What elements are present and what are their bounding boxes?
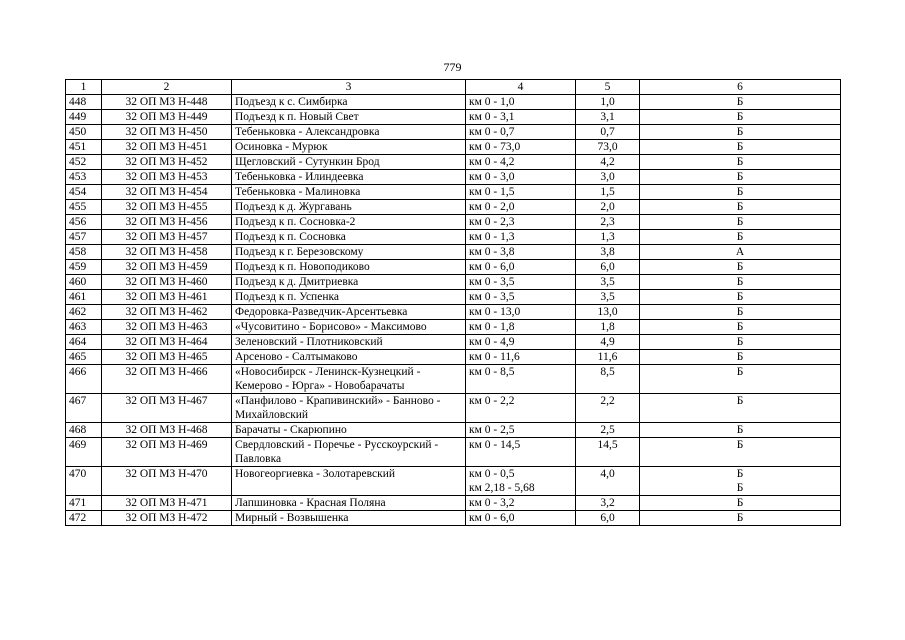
category-cell-line: Б — [736, 336, 744, 348]
km-range-cell — [466, 230, 576, 245]
km-range-cell-line: км 0 - 3,2 — [469, 497, 515, 509]
length-cell: 1,8 — [576, 320, 640, 335]
category-cell — [640, 365, 841, 394]
category-cell-line: Б — [736, 512, 744, 524]
length-cell: 6,0 — [576, 511, 640, 526]
length-cell: 8,5 — [576, 365, 640, 394]
table-row — [66, 125, 841, 140]
row-number-cell: 457 — [66, 230, 102, 245]
category-cell-line: Б — [736, 321, 744, 333]
row-number-cell: 462 — [66, 305, 102, 320]
category-cell-line: Б — [736, 351, 744, 363]
table-row — [66, 185, 841, 200]
road-name-cell: Щегловский - Сутункин Брод — [232, 155, 466, 170]
km-range-cell — [466, 305, 576, 320]
category-cell — [640, 350, 841, 365]
km-range-cell — [466, 275, 576, 290]
length-cell: 2,3 — [576, 215, 640, 230]
category-cell — [640, 290, 841, 305]
length-cell: 4,2 — [576, 155, 640, 170]
header-cell-code: 2 — [102, 80, 232, 95]
road-code-cell: 32 ОП МЗ Н-464 — [102, 335, 232, 350]
table-row — [66, 260, 841, 275]
category-cell — [640, 230, 841, 245]
table-body — [66, 95, 841, 526]
category-cell-line: Б — [736, 171, 744, 183]
km-range-cell-line: км 0 - 3,5 — [469, 291, 515, 303]
road-name-cell: Подъезд к д. Жургавань — [232, 200, 466, 215]
road-name-cell: Новогеоргиевка - Золотаревский — [232, 467, 466, 496]
row-number-cell: 468 — [66, 423, 102, 438]
road-code-cell: 32 ОП МЗ Н-458 — [102, 245, 232, 260]
road-name-cell: Подъезд к д. Дмитриевка — [232, 275, 466, 290]
row-number-cell: 464 — [66, 335, 102, 350]
category-cell-line: Б — [736, 306, 744, 318]
header-cell-name: 3 — [232, 80, 466, 95]
road-code-cell: 32 ОП МЗ Н-471 — [102, 496, 232, 511]
header-cell-length: 5 — [576, 80, 640, 95]
km-range-cell — [466, 335, 576, 350]
road-code-cell: 32 ОП МЗ Н-448 — [102, 95, 232, 110]
km-range-cell — [466, 140, 576, 155]
row-number-cell: 459 — [66, 260, 102, 275]
road-name-cell: Тебеньковка - Илиндеевка — [232, 170, 466, 185]
road-name-cell: Мирный - Возвышенка — [232, 511, 466, 526]
road-name-cell: Подъезд к п. Сосновка — [232, 230, 466, 245]
table-row — [66, 275, 841, 290]
category-cell — [640, 185, 841, 200]
row-number-cell: 460 — [66, 275, 102, 290]
category-cell — [640, 467, 841, 496]
table-row — [66, 230, 841, 245]
row-number-cell: 465 — [66, 350, 102, 365]
km-range-cell-line: км 0 - 14,5 — [469, 439, 521, 451]
length-cell: 2,2 — [576, 394, 640, 423]
row-number-cell: 471 — [66, 496, 102, 511]
road-code-cell: 32 ОП МЗ Н-451 — [102, 140, 232, 155]
table-row — [66, 245, 841, 260]
road-code-cell: 32 ОП МЗ Н-454 — [102, 185, 232, 200]
row-number-cell: 466 — [66, 365, 102, 394]
km-range-cell — [466, 95, 576, 110]
km-range-cell — [466, 110, 576, 125]
km-range-cell — [466, 170, 576, 185]
km-range-cell — [466, 215, 576, 230]
header-cell-number: 1 — [66, 80, 102, 95]
table-row — [66, 155, 841, 170]
km-range-cell-line: км 0 - 3,5 — [469, 276, 515, 288]
length-cell: 14,5 — [576, 438, 640, 467]
km-range-cell-line: км 0 - 1,3 — [469, 231, 515, 243]
length-cell: 3,0 — [576, 170, 640, 185]
row-number-cell: 456 — [66, 215, 102, 230]
road-code-cell: 32 ОП МЗ Н-463 — [102, 320, 232, 335]
category-cell — [640, 275, 841, 290]
category-cell-line: Б — [736, 439, 744, 451]
category-cell — [640, 438, 841, 467]
category-cell — [640, 95, 841, 110]
km-range-cell — [466, 511, 576, 526]
table-row — [66, 140, 841, 155]
km-range-cell-line: км 0 - 6,0 — [469, 512, 515, 524]
category-cell-line: Б — [736, 201, 744, 213]
row-number-cell: 453 — [66, 170, 102, 185]
row-number-cell: 455 — [66, 200, 102, 215]
road-code-cell: 32 ОП МЗ Н-466 — [102, 365, 232, 394]
length-cell: 1,0 — [576, 95, 640, 110]
km-range-cell — [466, 438, 576, 467]
km-range-cell-line: км 0 - 2,0 — [469, 201, 515, 213]
category-cell-line: Б — [736, 424, 744, 436]
row-number-cell: 458 — [66, 245, 102, 260]
road-code-cell: 32 ОП МЗ Н-467 — [102, 394, 232, 423]
category-cell — [640, 125, 841, 140]
road-name-cell: Подъезд к п. Новый Свет — [232, 110, 466, 125]
road-name-cell: «Чусовитино - Борисово» - Максимово — [232, 320, 466, 335]
km-range-cell-line: км 0 - 0,5 — [469, 468, 515, 480]
category-cell-line: Б — [736, 291, 744, 303]
km-range-cell-line: км 0 - 11,6 — [469, 351, 520, 363]
table-row — [66, 511, 841, 526]
km-range-cell-line: км 2,18 - 5,68 — [469, 482, 535, 494]
table-row — [66, 438, 841, 467]
road-name-cell: Арсеново - Салтымаково — [232, 350, 466, 365]
category-cell — [640, 245, 841, 260]
category-cell-line: Б — [736, 156, 744, 168]
table-row — [66, 215, 841, 230]
road-name-cell: Подъезд к п. Сосновка-2 — [232, 215, 466, 230]
category-cell-line: Б — [736, 216, 744, 228]
road-name-cell: Подъезд к п. Новоподиково — [232, 260, 466, 275]
length-cell: 6,0 — [576, 260, 640, 275]
table-row — [66, 423, 841, 438]
km-range-cell — [466, 155, 576, 170]
km-range-cell — [466, 245, 576, 260]
table-row — [66, 320, 841, 335]
length-cell: 4,9 — [576, 335, 640, 350]
km-range-cell-line: км 0 - 3,0 — [469, 171, 515, 183]
category-cell-line: Б — [736, 186, 744, 198]
km-range-cell — [466, 290, 576, 305]
road-name-cell: Подъезд к г. Березовскому — [232, 245, 466, 260]
road-name-cell: Подъезд к с. Симбирка — [232, 95, 466, 110]
km-range-cell — [466, 320, 576, 335]
row-number-cell: 461 — [66, 290, 102, 305]
page-number: 779 — [443, 60, 462, 74]
length-cell: 2,5 — [576, 423, 640, 438]
table-row — [66, 394, 841, 423]
km-range-cell — [466, 496, 576, 511]
category-cell-line: Б — [736, 468, 744, 480]
header-cell-km: 4 — [466, 80, 576, 95]
category-cell-line: Б — [736, 366, 744, 378]
km-range-cell-line: км 0 - 13,0 — [469, 306, 521, 318]
length-cell: 13,0 — [576, 305, 640, 320]
row-number-cell: 454 — [66, 185, 102, 200]
km-range-cell-line: км 0 - 0,7 — [469, 126, 515, 138]
category-cell — [640, 140, 841, 155]
km-range-cell-line: км 0 - 3,8 — [469, 246, 515, 258]
road-name-cell: Федоровка-Разведчик-Арсентьевка — [232, 305, 466, 320]
category-cell-line: А — [735, 246, 745, 258]
km-range-cell — [466, 185, 576, 200]
km-range-cell-line: км 0 - 4,9 — [469, 336, 515, 348]
row-number-cell: 467 — [66, 394, 102, 423]
category-cell-line: Б — [736, 111, 744, 123]
road-code-cell: 32 ОП МЗ Н-472 — [102, 511, 232, 526]
km-range-cell-line: км 0 - 1,5 — [469, 186, 515, 198]
road-code-cell: 32 ОП МЗ Н-452 — [102, 155, 232, 170]
row-number-cell: 450 — [66, 125, 102, 140]
table-row — [66, 95, 841, 110]
km-range-cell-line: км 0 - 6,0 — [469, 261, 515, 273]
road-name-cell: Тебеньковка - Александровка — [232, 125, 466, 140]
category-cell — [640, 215, 841, 230]
row-number-cell: 469 — [66, 438, 102, 467]
table-row — [66, 170, 841, 185]
category-cell — [640, 496, 841, 511]
road-code-cell: 32 ОП МЗ Н-449 — [102, 110, 232, 125]
km-range-cell-line: км 0 - 1,8 — [469, 321, 515, 333]
table-row — [66, 467, 841, 496]
road-code-cell: 32 ОП МЗ Н-457 — [102, 230, 232, 245]
length-cell: 0,7 — [576, 125, 640, 140]
length-cell: 3,5 — [576, 275, 640, 290]
road-code-cell: 32 ОП МЗ Н-462 — [102, 305, 232, 320]
km-range-cell-line: км 0 - 2,5 — [469, 424, 515, 436]
road-code-cell: 32 ОП МЗ Н-460 — [102, 275, 232, 290]
row-number-cell: 448 — [66, 95, 102, 110]
road-name-cell: «Панфилово - Крапивинский» - Банново - Михайловский — [232, 394, 466, 423]
road-code-cell: 32 ОП МЗ Н-459 — [102, 260, 232, 275]
category-cell — [640, 170, 841, 185]
table-row — [66, 350, 841, 365]
category-cell — [640, 423, 841, 438]
category-cell-line: Б — [736, 276, 744, 288]
road-code-cell: 32 ОП МЗ Н-455 — [102, 200, 232, 215]
table-row — [66, 496, 841, 511]
km-range-cell — [466, 467, 576, 496]
row-number-cell: 472 — [66, 511, 102, 526]
category-cell — [640, 511, 841, 526]
road-name-cell: Зеленовский - Плотниковский — [232, 335, 466, 350]
category-cell — [640, 320, 841, 335]
length-cell: 3,5 — [576, 290, 640, 305]
km-range-cell-line: км 0 - 1,0 — [469, 96, 515, 108]
header-cell-category: 6 — [640, 80, 841, 95]
km-range-cell — [466, 260, 576, 275]
category-cell-line: Б — [736, 141, 744, 153]
length-cell: 1,5 — [576, 185, 640, 200]
length-cell: 4,0 — [576, 467, 640, 496]
road-code-cell: 32 ОП МЗ Н-468 — [102, 423, 232, 438]
road-name-cell: Осиновка - Мурюк — [232, 140, 466, 155]
category-cell-line: Б — [736, 497, 744, 509]
km-range-cell-line: км 0 - 3,1 — [469, 111, 515, 123]
category-cell — [640, 110, 841, 125]
km-range-cell-line: км 0 - 73,0 — [469, 141, 521, 153]
table-row — [66, 110, 841, 125]
km-range-cell-line: км 0 - 8,5 — [469, 366, 515, 378]
km-range-cell — [466, 365, 576, 394]
row-number-cell: 452 — [66, 155, 102, 170]
road-name-cell: Свердловский - Поречье - Русскоурский - Павловка — [232, 438, 466, 467]
length-cell: 2,0 — [576, 200, 640, 215]
category-cell — [640, 200, 841, 215]
length-cell: 3,1 — [576, 110, 640, 125]
km-range-cell — [466, 125, 576, 140]
row-number-cell: 470 — [66, 467, 102, 496]
road-name-cell: Лапшиновка - Красная Поляна — [232, 496, 466, 511]
category-cell — [640, 394, 841, 423]
road-code-cell: 32 ОП МЗ Н-465 — [102, 350, 232, 365]
km-range-cell — [466, 350, 576, 365]
length-cell: 3,2 — [576, 496, 640, 511]
km-range-cell-line: км 0 - 2,3 — [469, 216, 515, 228]
category-cell-line: Б — [736, 261, 744, 273]
road-code-cell: 32 ОП МЗ Н-461 — [102, 290, 232, 305]
category-cell — [640, 155, 841, 170]
km-range-cell — [466, 423, 576, 438]
category-cell-line: Б — [736, 482, 744, 494]
category-cell — [640, 260, 841, 275]
category-cell-line: Б — [736, 231, 744, 243]
road-name-cell: Подъезд к п. Успенка — [232, 290, 466, 305]
km-range-cell-line: км 0 - 4,2 — [469, 156, 515, 168]
category-cell — [640, 305, 841, 320]
table-header-row — [66, 80, 841, 95]
table-row — [66, 305, 841, 320]
row-number-cell: 451 — [66, 140, 102, 155]
row-number-cell: 463 — [66, 320, 102, 335]
road-name-cell: Барачаты - Скарюпино — [232, 423, 466, 438]
table-row — [66, 290, 841, 305]
roads-table — [65, 79, 841, 526]
road-name-cell: Тебеньковка - Малиновка — [232, 185, 466, 200]
length-cell: 3,8 — [576, 245, 640, 260]
road-code-cell: 32 ОП МЗ Н-469 — [102, 438, 232, 467]
km-range-cell — [466, 394, 576, 423]
road-name-cell: «Новосибирск - Ленинск-Кузнецкий - Кемерово - Юрга» - Новобарачаты — [232, 365, 466, 394]
row-number-cell: 449 — [66, 110, 102, 125]
table-row — [66, 365, 841, 394]
table-row — [66, 200, 841, 215]
category-cell-line: Б — [736, 126, 744, 138]
length-cell: 11,6 — [576, 350, 640, 365]
length-cell: 1,3 — [576, 230, 640, 245]
road-code-cell: 32 ОП МЗ Н-450 — [102, 125, 232, 140]
road-code-cell: 32 ОП МЗ Н-453 — [102, 170, 232, 185]
category-cell — [640, 335, 841, 350]
road-code-cell: 32 ОП МЗ Н-456 — [102, 215, 232, 230]
table-row — [66, 335, 841, 350]
length-cell: 73,0 — [576, 140, 640, 155]
road-code-cell: 32 ОП МЗ Н-470 — [102, 467, 232, 496]
km-range-cell — [466, 200, 576, 215]
category-cell-line: Б — [736, 96, 744, 108]
category-cell-line: Б — [736, 395, 744, 407]
km-range-cell-line: км 0 - 2,2 — [469, 395, 515, 407]
